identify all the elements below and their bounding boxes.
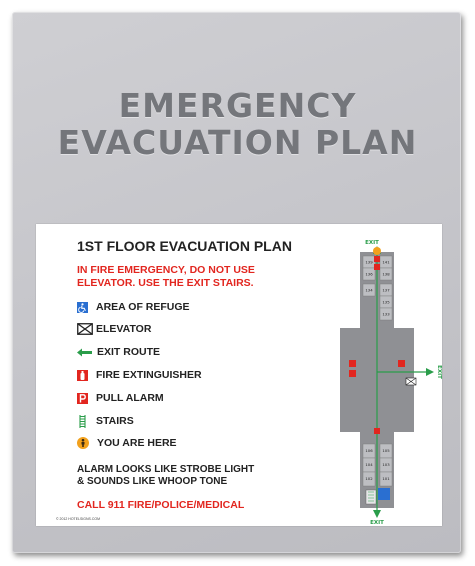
fire-extinguisher-icon <box>374 264 380 270</box>
stairs-icon <box>77 415 88 428</box>
fire-extinguisher-icon <box>77 370 88 381</box>
legend-item-pull-alarm <box>77 390 164 406</box>
sign-title-line-1: EMERGENCY <box>118 86 357 125</box>
exit-label-side: EXIT <box>436 365 442 379</box>
room-label: 133 <box>382 311 390 317</box>
room-label: 102 <box>365 476 373 481</box>
exit-arrow-icon <box>77 348 92 357</box>
legend-label: AREA OF REFUGE <box>96 301 190 313</box>
warning-line-2: ELEVATOR. USE THE EXIT STAIRS. <box>77 277 254 289</box>
legend-label: EXIT ROUTE <box>97 346 161 358</box>
room-label: 134 <box>365 287 373 293</box>
you-are-here-icon <box>77 437 89 449</box>
room-label: 105 <box>382 448 390 453</box>
room-label: 101 <box>382 476 390 481</box>
alarm-note <box>77 464 254 488</box>
legend-label: ELEVATOR <box>96 323 152 335</box>
call-911-line: CALL 911 FIRE/POLICE/MEDICAL <box>77 499 245 511</box>
exit-label-bottom: EXIT <box>370 520 384 524</box>
accessibility-icon <box>378 488 390 500</box>
legend-label: FIRE EXTINGUISHER <box>96 369 202 381</box>
pull-alarm-icon <box>398 360 405 367</box>
room-label: 136 <box>365 271 373 277</box>
legend-label: PULL ALARM <box>96 392 164 404</box>
legend-item-elevator <box>77 321 151 337</box>
room-label: 135 <box>382 299 390 305</box>
floor-plan-map <box>322 232 442 524</box>
elevator-icon <box>77 323 93 335</box>
pull-alarm-icon <box>349 360 356 367</box>
fire-extinguisher-icon <box>374 428 380 434</box>
pull-alarm-icon <box>77 393 88 404</box>
legend-item-area-of-refuge <box>77 299 190 315</box>
pull-alarm-icon <box>374 256 380 262</box>
legend-label: STAIRS <box>96 415 134 427</box>
accessibility-icon <box>77 302 88 313</box>
alarm-note-line-1: ALARM LOOKS LIKE STROBE LIGHT <box>77 464 255 475</box>
room-label: 141 <box>382 259 390 265</box>
exit-label-top: EXIT <box>365 240 379 246</box>
room-label: 106 <box>365 448 373 453</box>
room-label: 139 <box>365 259 373 265</box>
evacuation-map-panel <box>36 224 442 526</box>
you-are-here-icon <box>373 247 381 255</box>
warning-line-1: IN FIRE EMERGENCY, DO NOT USE <box>77 264 255 276</box>
plan-heading: 1ST FLOOR EVACUATION PLAN <box>77 238 292 254</box>
legend-label: YOU ARE HERE <box>97 437 177 449</box>
fire-extinguisher-icon <box>349 370 356 377</box>
sign-title-line-2: EVACUATION PLAN <box>57 123 418 162</box>
legend-item-you-are-here <box>77 435 177 451</box>
room-label: 103 <box>382 462 390 467</box>
copyright-text: © 2012 HOTELSIGNS.COM <box>56 517 101 521</box>
elevator-warning <box>77 264 255 290</box>
exit-arrow-icon <box>373 510 381 518</box>
room-label: 104 <box>365 462 373 467</box>
legend-item-exit-route <box>77 344 160 360</box>
room-label: 138 <box>382 271 390 277</box>
room-label: 137 <box>382 287 390 293</box>
exit-arrow-icon <box>426 368 434 376</box>
alarm-note-line-2: & SOUNDS LIKE WHOOP TONE <box>77 476 228 487</box>
legend-item-fire-extinguisher <box>77 367 202 383</box>
legend-item-stairs <box>77 413 134 429</box>
